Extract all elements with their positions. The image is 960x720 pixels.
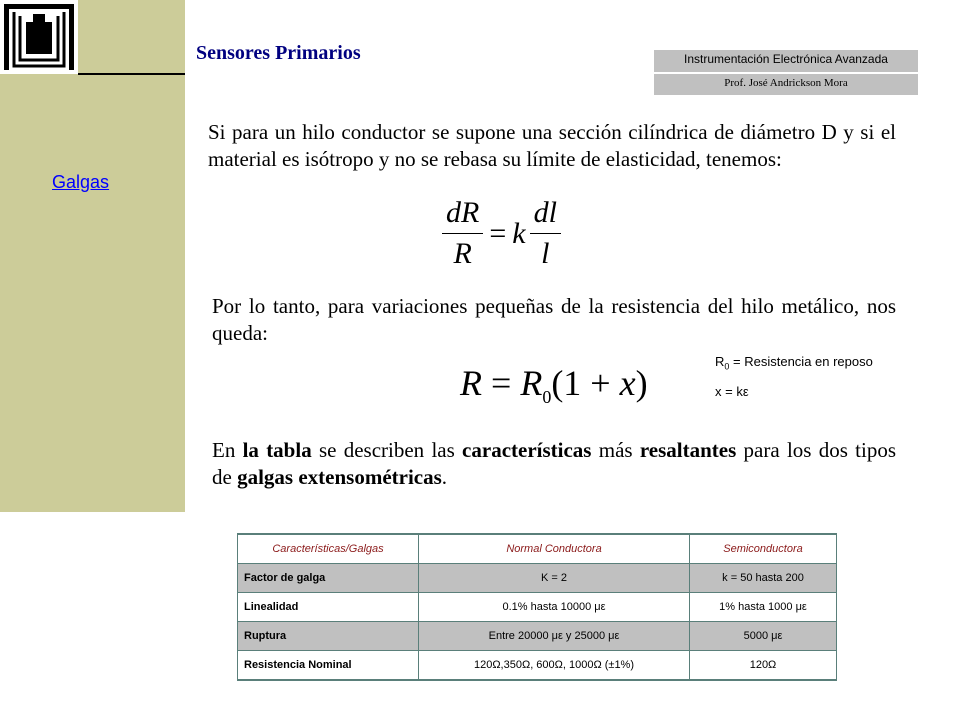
formula-lhs: R — [460, 363, 482, 403]
formula-paren: (1 + — [551, 363, 620, 403]
table-row — [238, 593, 837, 622]
table-cell: Entre 20000 με y 25000 με — [419, 622, 690, 651]
equals-sign: = — [489, 216, 507, 250]
logo — [0, 0, 78, 74]
text-segment: . — [441, 465, 448, 489]
resistance-formula — [460, 362, 648, 408]
gauge-factor-symbol: k — [512, 216, 526, 250]
fraction-denominator: l — [541, 237, 550, 270]
fraction-dl-l — [530, 196, 561, 271]
header-semiconductor: Semiconductora — [690, 534, 837, 564]
fraction-denominator: R — [453, 237, 472, 270]
table-cell: 120Ω,350Ω, 600Ω, 1000Ω (±1%) — [419, 651, 690, 681]
institution-logo-icon — [0, 0, 78, 74]
row-label: Ruptura — [238, 622, 419, 651]
text-segment: En — [212, 438, 243, 462]
galgas-link[interactable]: Galgas — [52, 172, 110, 192]
page-title: Sensores Primarios — [196, 42, 361, 64]
paragraph-table-intro — [212, 437, 896, 491]
note-x-definition: x = kε — [715, 384, 749, 399]
header-characteristics: Características/Galgas — [238, 534, 419, 564]
formula-base: R — [520, 363, 543, 403]
header-rule — [78, 73, 185, 75]
note-symbol: R — [715, 354, 725, 369]
professor-name: Prof. José Andrickson Mora — [724, 77, 848, 89]
text-segment: más — [591, 438, 640, 462]
formula-var: x — [619, 363, 636, 403]
gauge-comparison-table — [237, 533, 837, 681]
text-segment: se describen las — [311, 438, 463, 462]
bold-segment: galgas extensométricas — [237, 465, 442, 489]
formula-close: ) — [635, 363, 648, 403]
table-header-row — [238, 534, 837, 564]
table-cell: 1% hasta 1000 με — [690, 593, 837, 622]
note-text: = Resistencia en reposo — [729, 354, 873, 369]
note-subscript: 0 — [724, 361, 730, 372]
paragraph-small-variations: Por lo tanto, para variaciones pequeñas de la resistencia del hilo metálico, nos queda: — [212, 294, 896, 345]
note-rest-resistance — [715, 354, 873, 372]
institution-name: Instrumentación Electrónica Avanzada — [684, 52, 888, 66]
table-cell: 120Ω — [690, 651, 837, 681]
row-label: Factor de galga — [238, 564, 419, 593]
table-cell: K = 2 — [419, 564, 690, 593]
bold-segment: características — [462, 438, 592, 462]
institution-box — [654, 50, 918, 95]
fraction-numerator: dl — [530, 196, 561, 234]
institution-divider — [654, 72, 918, 74]
bold-segment: resaltantes — [639, 438, 737, 462]
table-cell: k = 50 hasta 200 — [690, 564, 837, 593]
bold-segment: la tabla — [242, 438, 312, 462]
sidebar — [0, 0, 185, 512]
table-row — [238, 651, 837, 681]
row-label: Resistencia Nominal — [238, 651, 419, 681]
formula-subscript: 0 — [542, 387, 552, 408]
fraction-numerator: dR — [442, 196, 483, 234]
formula-equals: = — [482, 363, 521, 403]
row-label: Linealidad — [238, 593, 419, 622]
table-row — [238, 564, 837, 593]
paragraph-intro: Si para un hilo conductor se supone una sección cilíndrica de diámetro D y si el material es isótropo y no se rebasa su límite de elasticidad, tenemos: — [208, 120, 896, 171]
table-row — [238, 622, 837, 651]
text-segment: para los dos tipos de — [212, 438, 896, 489]
table-cell: 5000 με — [690, 622, 837, 651]
fraction-dr-r — [442, 196, 483, 271]
strain-formula — [442, 196, 561, 271]
table-cell: 0.1% hasta 10000 με — [419, 593, 690, 622]
header-normal-conductor: Normal Conductora — [419, 534, 690, 564]
